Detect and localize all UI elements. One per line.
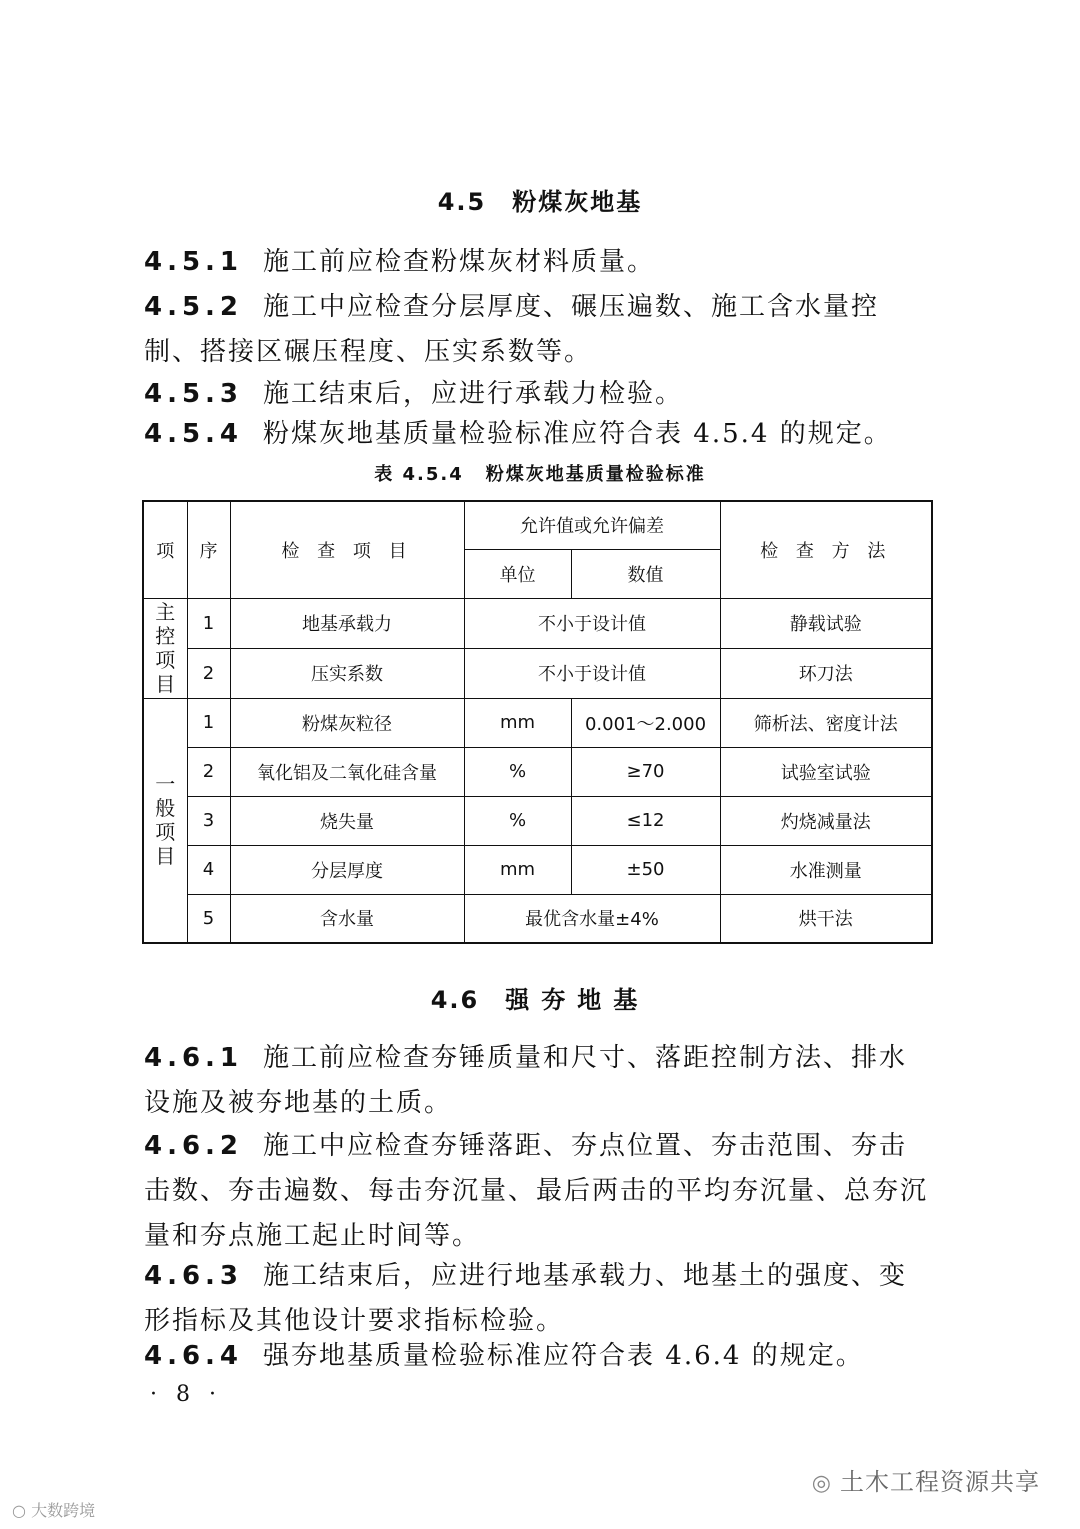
table-row <box>143 648 932 698</box>
general-group-label: 一 般 项 目 <box>143 698 187 943</box>
cell-method: 筛析法、密度计法 <box>720 698 932 747</box>
table-caption <box>0 460 1080 486</box>
header-method: 检 查 方 法 <box>720 501 932 598</box>
cell-item: 压实系数 <box>230 648 464 698</box>
watermark-right <box>812 1462 1040 1497</box>
header-unit: 单位 <box>464 549 571 598</box>
clause-number: 4.5.1 <box>144 247 244 277</box>
clause-number: 4.6.4 <box>144 1341 244 1371</box>
cell-method: 试验室试验 <box>720 747 932 796</box>
cell-item: 含水量 <box>230 894 464 943</box>
clause-text: 施工前应检查粉煤灰材料质量。 <box>263 247 656 277</box>
cell-allowance: 不小于设计值 <box>464 648 720 698</box>
clause-number: 4.5.3 <box>144 379 244 409</box>
cell-value: ≤12 <box>571 796 720 845</box>
cell-unit: mm <box>464 845 571 894</box>
cell-seq: 5 <box>187 894 230 943</box>
section-title: 粉煤灰地基 <box>512 188 643 216</box>
cell-item: 烧失量 <box>230 796 464 845</box>
cell-seq: 2 <box>187 648 230 698</box>
clause-4-5-1 <box>144 240 934 285</box>
cell-method: 环刀法 <box>720 648 932 698</box>
cell-method: 水准测量 <box>720 845 932 894</box>
cell-seq: 3 <box>187 796 230 845</box>
clause-text: 施工中应检查夯锤落距、夯点位置、夯击范围、夯击击数、夯击遍数、每击夯沉量、最后两击的平均夯沉量、总夯沉量和夯点施工起止时间等。 <box>144 1131 929 1251</box>
watermark-right-text: 土木工程资源共享 <box>840 1468 1040 1496</box>
table-row <box>143 598 932 648</box>
clause-text: 粉煤灰地基质量检验标准应符合表 4.5.4 的规定。 <box>263 419 892 449</box>
table-caption-number: 表 4.5.4 <box>374 464 464 485</box>
page-number: · 8 · <box>150 1382 222 1407</box>
section-number: 4.5 <box>437 188 487 216</box>
cell-method: 烘干法 <box>720 894 932 943</box>
wechat-icon: ◎ <box>811 1471 832 1496</box>
cell-value: 0.001～2.000 <box>571 698 720 747</box>
watermark-left-text: 大数跨境 <box>31 1501 96 1520</box>
section-heading-4-6 <box>0 980 1080 1015</box>
section-number: 4.6 <box>430 986 480 1014</box>
header-category: 项 <box>143 501 187 598</box>
main-control-group-label: 主 控 项 目 <box>143 598 187 698</box>
cell-value: ±50 <box>571 845 720 894</box>
cell-seq: 1 <box>187 598 230 648</box>
table-row <box>143 747 932 796</box>
clause-number: 4.6.3 <box>144 1261 244 1291</box>
cell-allowance: 不小于设计值 <box>464 598 720 648</box>
cell-item: 氧化铝及二氧化硅含量 <box>230 747 464 796</box>
table-row <box>143 796 932 845</box>
clause-text: 施工结束后，应进行地基承载力、地基土的强度、变形指标及其他设计要求指标检验。 <box>144 1261 908 1336</box>
cell-item: 粉煤灰粒径 <box>230 698 464 747</box>
cell-unit: % <box>464 796 571 845</box>
table-header-row <box>143 501 932 549</box>
cell-seq: 2 <box>187 747 230 796</box>
clause-number: 4.6.2 <box>144 1131 244 1161</box>
quality-standard-table <box>142 500 933 944</box>
clause-4-5-3 <box>144 372 934 417</box>
watermark-left <box>12 1498 95 1521</box>
clause-4-6-4 <box>144 1334 934 1379</box>
header-seq: 序 <box>187 501 230 598</box>
header-item: 检 查 项 目 <box>230 501 464 598</box>
clause-text: 施工前应检查夯锤质量和尺寸、落距控制方法、排水设施及被夯地基的土质。 <box>144 1043 908 1118</box>
clause-4-6-3 <box>144 1254 934 1344</box>
section-title: 强夯地基 <box>505 986 650 1014</box>
table-row <box>143 894 932 943</box>
table-row <box>143 845 932 894</box>
clause-number: 4.5.2 <box>144 292 244 322</box>
header-allowance: 允许值或允许偏差 <box>464 501 720 549</box>
clause-text: 强夯地基质量检验标准应符合表 4.6.4 的规定。 <box>263 1341 864 1371</box>
cell-method: 灼烧减量法 <box>720 796 932 845</box>
cell-seq: 1 <box>187 698 230 747</box>
table-caption-title: 粉煤灰地基质量检验标准 <box>485 464 706 485</box>
cell-item: 地基承载力 <box>230 598 464 648</box>
clause-text: 施工结束后，应进行承载力检验。 <box>263 379 684 409</box>
clause-4-6-2 <box>144 1124 934 1259</box>
cell-item: 分层厚度 <box>230 845 464 894</box>
cell-unit: % <box>464 747 571 796</box>
cell-value: ≥70 <box>571 747 720 796</box>
clause-text: 施工中应检查分层厚度、碾压遍数、施工含水量控制、搭接区碾压程度、压实系数等。 <box>144 292 880 367</box>
table-row <box>143 698 932 747</box>
clause-4-5-2 <box>144 285 934 375</box>
clause-4-5-4 <box>144 412 934 457</box>
cell-seq: 4 <box>187 845 230 894</box>
clause-number: 4.5.4 <box>144 419 244 449</box>
clause-4-6-1 <box>144 1036 934 1126</box>
cell-method: 静载试验 <box>720 598 932 648</box>
header-value: 数值 <box>571 549 720 598</box>
clause-number: 4.6.1 <box>144 1043 244 1073</box>
section-heading-4-5 <box>0 182 1080 217</box>
cell-unit: mm <box>464 698 571 747</box>
cell-allowance: 最优含水量±4% <box>464 894 720 943</box>
chat-bubble-icon: ○ <box>12 1501 26 1520</box>
